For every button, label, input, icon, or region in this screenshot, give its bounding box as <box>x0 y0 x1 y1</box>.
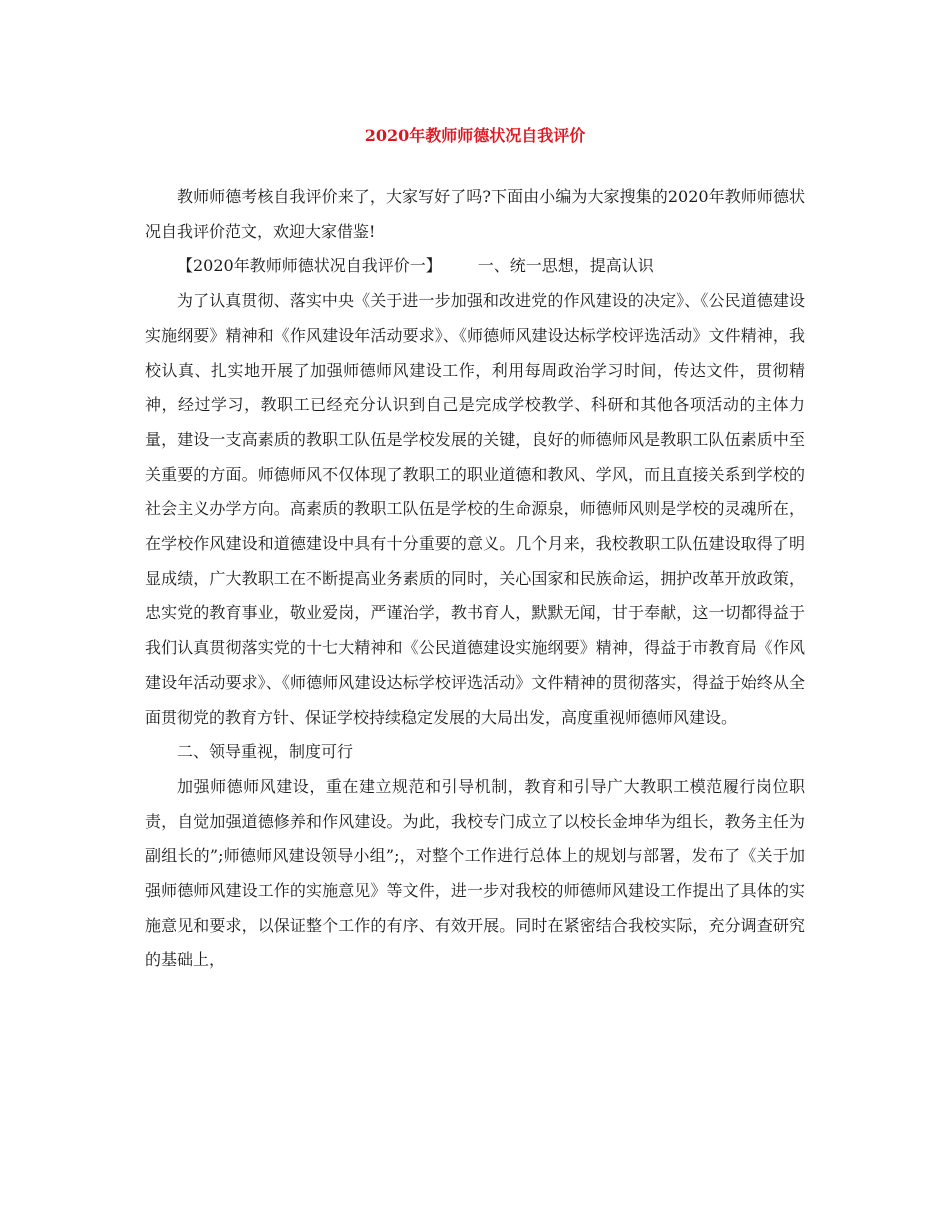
intro-paragraph: 教师师德考核自我评价来了，大家写好了吗?下面由小编为大家搜集的2020年教师师德状况自我评价范文，欢迎大家借鉴! <box>145 187 805 241</box>
section-heading-line <box>145 249 805 284</box>
section-2-heading: 二、领导重视，制度可行 <box>177 742 354 762</box>
body-paragraph-1: 为了认真贯彻、落实中央《关于进一步加强和改进党的作风建设的决定》、《公民道德建设实施纲要》精神和《作风建设年活动要求》、《师德师风建设达标学校评选活动》文件精神，我校认真、扎实地开展了加强师德师风建设工作，利用每周政治学习时间，传达文件，贯彻精神，经过学习，教职工已经充分认识到自己是完成学校教学、科研和其他各项活动的主体力量，建设一支高素质的教职工队伍是学校发展的关键，良好的师德师风是教职工队伍素质中至关重要的方面。师德师风不仅体现了教职工的职业道德和教风、学风，而且直接关系到学校的社会主义办学方向。高素质的教职工队伍是学校的生命源泉，师德师风则是学校的灵魂所在，在学校作风建设和道德建设中具有十分重要的意义。几个月来，我校教职工队伍建设取得了明显成绩，广大教职工在不断提高业务素质的同时，关心国家和民族命运，拥护改革开放政策，忠实党的教育事业，敬业爱岗，严谨治学，教书育人，默默无闻，甘于奉献，这一切都得益于我们认真贯彻落实党的十七大精神和《公民道德建设实施纲要》精神，得益于市教育局《作风建设年活动要求》、《师德师风建设达标学校评选活动》文件精神的贯彻落实，得益于始终从全面贯彻党的教育方针、保证学校持续稳定发展的大局出发，高度重视师德师风建设。 <box>145 291 805 727</box>
section-heading: 【2020年教师师德状况自我评价一】 <box>177 256 442 276</box>
section-subheading: 一、统一思想，提高认识 <box>477 256 654 276</box>
document-body <box>145 180 805 978</box>
body-paragraph-2: 加强师德师风建设，重在建立规范和引导机制，教育和引导广大教职工模范履行岗位职责，自觉加强道德修养和作风建设。为此，我校专门成立了以校长金坤华为组长，教务主任为副组长的”;师德师风建设领导小组”;，对整个工作进行总体上的规划与部署，发布了《关于加强师德师风建设工作的实施意见》等文件，进一步对我校的师德师风建设工作提出了具体的实施意见和要求，以保证整个工作的有序、有效开展。同时在紧密结合我校实际，充分调查研究的基础上， <box>145 776 805 970</box>
document-title: 2020年教师师德状况自我评价 <box>364 126 586 145</box>
